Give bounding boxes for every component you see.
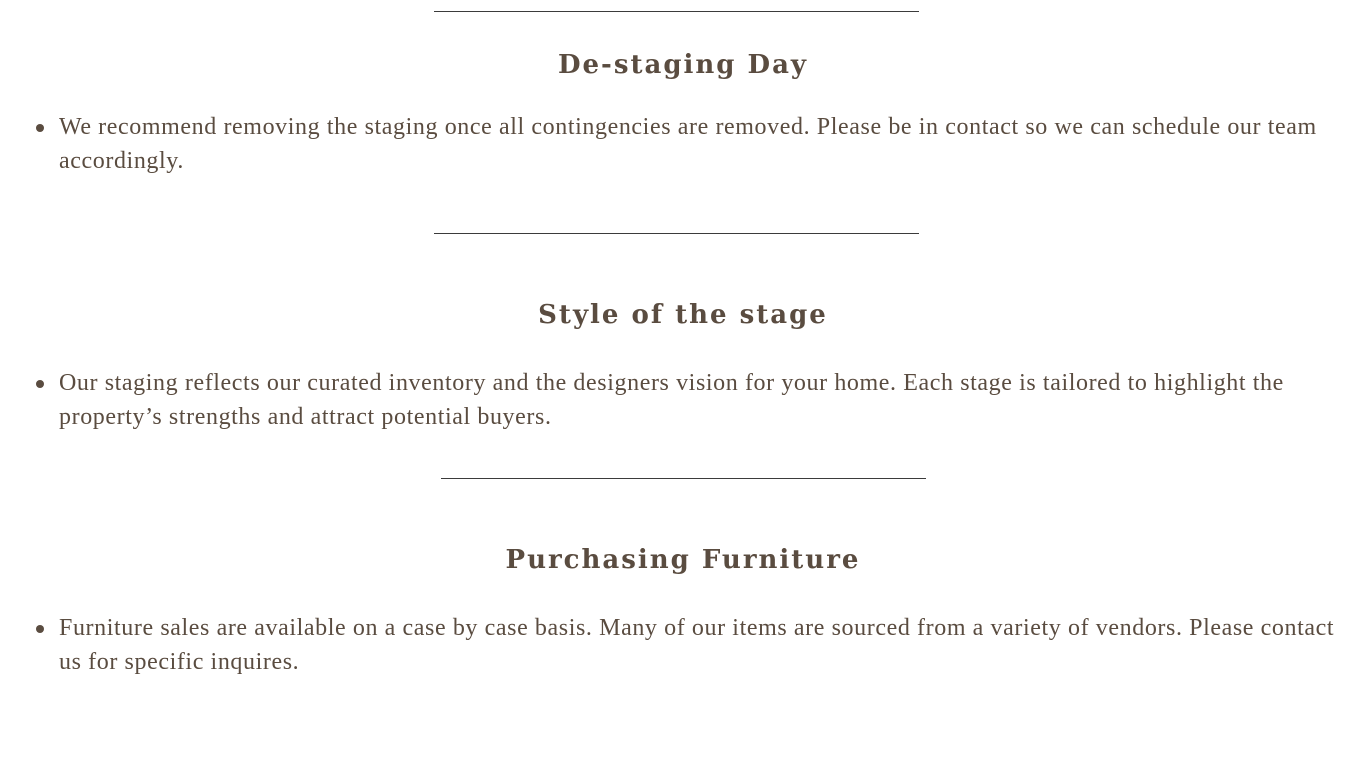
section-list-style-of-the-stage — [0, 366, 1340, 434]
list-item-text: We recommend removing the staging once all contingencies are removed. Please be in contact so we can schedule our team accordingly. — [59, 114, 1317, 174]
list-item — [59, 110, 1340, 178]
list-item — [59, 366, 1340, 434]
section-list-purchasing-furniture — [0, 611, 1340, 679]
section-title-purchasing-furniture: Purchasing Furniture — [505, 545, 861, 575]
section-divider — [441, 478, 926, 479]
section-list-de-staging-day — [0, 110, 1340, 178]
section-title-de-staging-day: De-staging Day — [557, 50, 809, 80]
bullet-icon — [36, 124, 44, 132]
list-item — [59, 611, 1340, 679]
bullet-icon — [36, 380, 44, 388]
list-item-text: Our staging reflects our curated inventory and the designers vision for your home. Each stage is tailored to highlight the property’s strengths and attract potential buyers. — [59, 370, 1284, 430]
section-divider — [434, 233, 919, 234]
bullet-icon — [36, 625, 44, 633]
section-title-style-of-the-stage: Style of the stage — [538, 300, 828, 330]
section-divider — [434, 11, 919, 12]
list-item-text: Furniture sales are available on a case by case basis. Many of our items are sourced from a variety of vendors. Please contact us for specific inquires. — [59, 615, 1335, 675]
